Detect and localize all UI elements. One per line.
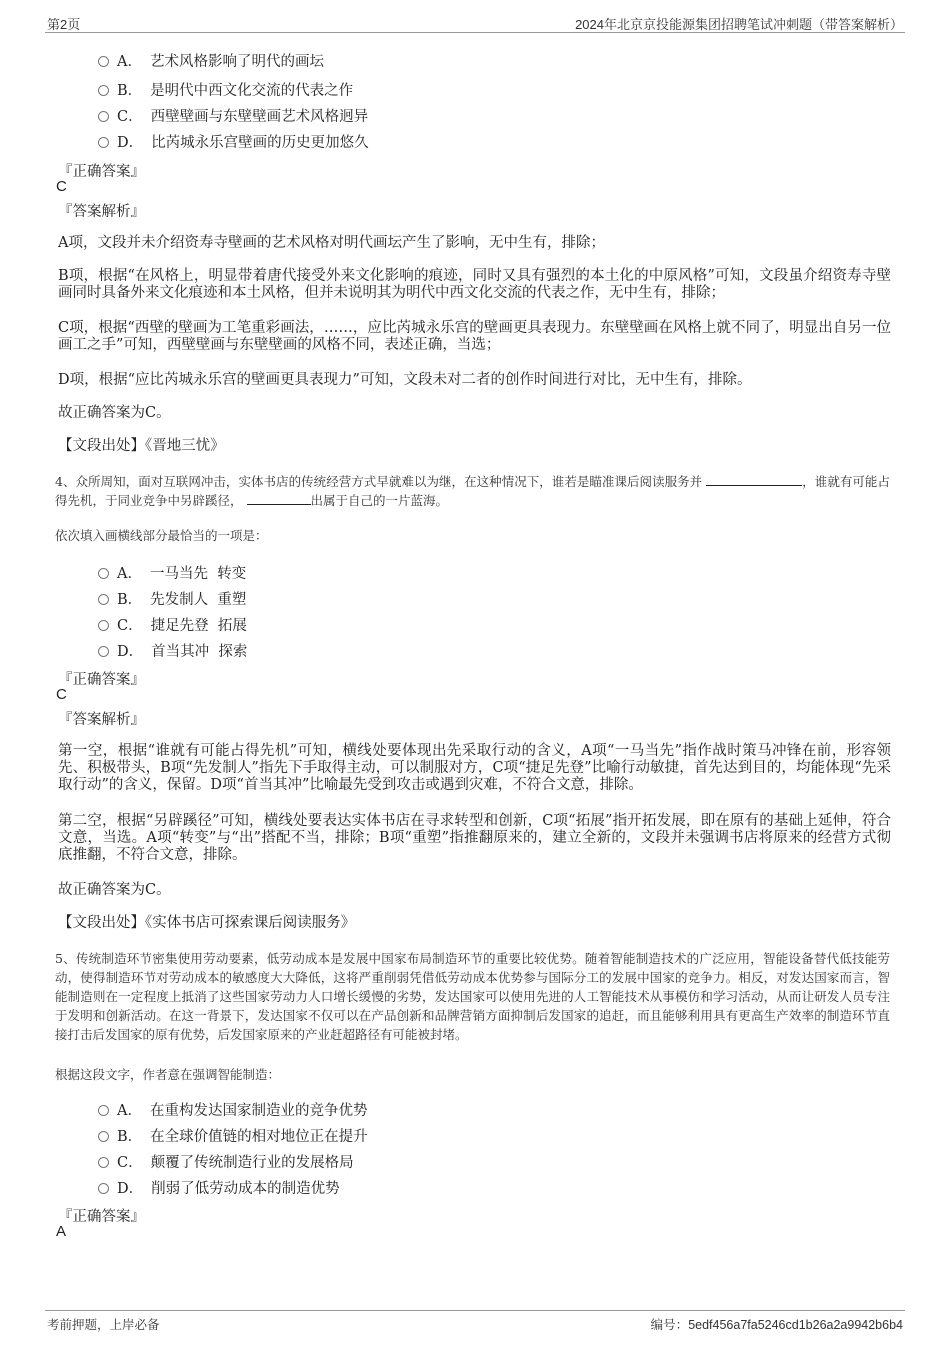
page-footer [45,1310,905,1335]
q3-analysis-d: D项，根据“应比芮城永乐宫的壁画更具表现力”可知，文段未对二者的创作时间进行对比，无中生有，排除。 [58,372,752,388]
q3-answer-label: 『正确答案』 [58,164,145,180]
q4-option-b[interactable]: B． 先发制人 重塑 [98,588,246,609]
radio-icon[interactable] [98,594,109,605]
q3-analysis-c: C项，根据“西壁的壁画为工笔重彩画法，……，应比芮城永乐宫的壁画更具表现力。东壁壁画在风格上就不同了，明显出自另一位画工之手”可知，西壁壁画与东壁壁画的风格不同，表述正确，当选； [58,320,891,353]
radio-icon[interactable] [98,1183,109,1194]
radio-icon[interactable] [98,1157,109,1168]
blank-1[interactable] [706,473,802,486]
page-header [45,12,905,33]
q4-answer-label: 『正确答案』 [58,672,145,688]
q5-prompt: 根据这段文字，作者意在强调智能制造： [55,1067,281,1082]
q3-option-c[interactable]: C． 西壁壁画与东壁壁画艺术风格迥异 [98,105,368,126]
q3-conclusion: 故正确答案为C。 [58,405,171,421]
document-title: 2024年北京京投能源集团招聘笔试冲刺题（带答案解析） [575,17,903,32]
radio-icon[interactable] [98,56,109,67]
q5-option-d[interactable]: D． 削弱了低劳动成本的制造优势 [98,1177,340,1198]
q3-option-a[interactable]: A． 艺术风格影响了明代的画坛 [98,50,324,71]
q4-conclusion: 故正确答案为C。 [58,882,171,898]
footer-slogan: 考前押题，上岸必备 [47,1317,160,1332]
q4-prompt: 依次填入画横线部分最恰当的一项是： [55,528,268,543]
q5-option-c[interactable]: C． 颠覆了传统制造行业的发展格局 [98,1151,354,1172]
q3-source: 【文段出处】《晋地三忧》 [58,438,225,454]
q4-option-a[interactable]: A． 一马当先 转变 [98,562,246,583]
q3-answer: C [56,178,67,195]
footer-code: 编号：5edf456a7fa5246cd1b26a2a9942b6b4 [650,1317,903,1332]
q3-analysis-b: B项，根据“在风格上，明显带着唐代接受外来文化影响的痕迹，同时又具有强烈的本土化的中原风格”可知，文段虽介绍资寿寺壁画同时具备外来文化痕迹和本土风格，但并未说明其为明代中西文化交流的代表之作，无中生有，排除； [58,268,891,301]
q4-option-d[interactable]: D． 首当其冲 探索 [98,640,247,661]
q4-option-c[interactable]: C． 捷足先登 拓展 [98,614,247,635]
blank-2[interactable] [247,492,311,505]
q4-analysis-first-blank: 第一空，根据“谁就有可能占得先机”可知，横线处要体现出先采取行动的含义，A项“一马当先”指作战时策马冲锋在前，形容领先、积极带头，B项“先发制人”指先下手取得主动，可以制服对方，C项“捷足先登”比喻行动敏捷，首先达到目的，均能体现“先采取行动”的含义，保留。D项“首当其冲”比喻最先受到攻击或遇到灾难，不符合文意，排除。 [58,743,891,793]
q3-option-d[interactable]: D． 比芮城永乐宫壁画的历史更加悠久 [98,131,369,152]
q3-analysis-a: A项，文段并未介绍资寿寺壁画的艺术风格对明代画坛产生了影响，无中生有，排除； [58,235,605,251]
q5-answer: A [56,1223,67,1240]
q3-option-b[interactable]: B． 是明代中西文化交流的代表之作 [98,79,353,100]
radio-icon[interactable] [98,620,109,631]
q5-stem: 5、传统制造环节密集使用劳动要素，低劳动成本是发展中国家布局制造环节的重要比较优势。随着智能制造技术的广泛应用，智能设备替代低技能劳动，使得制造环节对劳动成本的敏感度大大降低，这将严重削弱凭借低劳动成本优势参与国际分工的发展中国家的竞争力。相反，对发达国家而言，智能制造则在一定程度上抵消了这些国家劳动力人口增长缓慢的劣势，发达国家可以使用先进的人工智能技术从事模仿和学习活动，从而让研发人员专注于发明和创新活动。在这一背景下，发达国家不仅可以在产品创新和品牌营销方面抑制后发国家的追赶，而且能够利用具有更高生产效率的制造环节直接打击后发国家的原有优势，后发国家原来的产业赶超路径有可能被封堵。 [55,951,890,1042]
radio-icon[interactable] [98,1105,109,1116]
radio-icon[interactable] [98,1131,109,1142]
radio-icon[interactable] [98,137,109,148]
q4-answer: C [56,686,67,703]
q5-option-b[interactable]: B． 在全球价值链的相对地位正在提升 [98,1125,368,1146]
q5-answer-label: 『正确答案』 [58,1209,145,1225]
q4-stem: 4、众所周知，面对互联网冲击，实体书店的传统经营方式早就难以为继，在这种情况下，谁若是瞄准课后阅读服务并 ，谁就有可能占得先机，于同业竞争中另辟蹊径， 出属于自己的一片蓝海。 [55,474,890,508]
page-number: 第2页 [47,17,81,32]
radio-icon[interactable] [98,568,109,579]
radio-icon[interactable] [98,111,109,122]
q4-source: 【文段出处】《实体书店可探索课后阅读服务》 [58,915,356,931]
q4-analysis-label: 『答案解析』 [58,712,145,728]
radio-icon[interactable] [98,646,109,657]
radio-icon[interactable] [98,85,109,96]
q3-analysis-label: 『答案解析』 [58,204,145,220]
q5-option-a[interactable]: A． 在重构发达国家制造业的竞争优势 [98,1099,367,1120]
q4-analysis-second-blank: 第二空，根据“另辟蹊径”可知，横线处要表达实体书店在寻求转型和创新，C项“拓展”指开拓发展，即在原有的基础上延伸，符合文意，当选。A项“转变”与“出”搭配不当，排除；B项“重塑”指推翻原来的，建立全新的，文段并未强调书店将原来的经营方式彻底推翻，不符合文意，排除。 [58,813,891,863]
